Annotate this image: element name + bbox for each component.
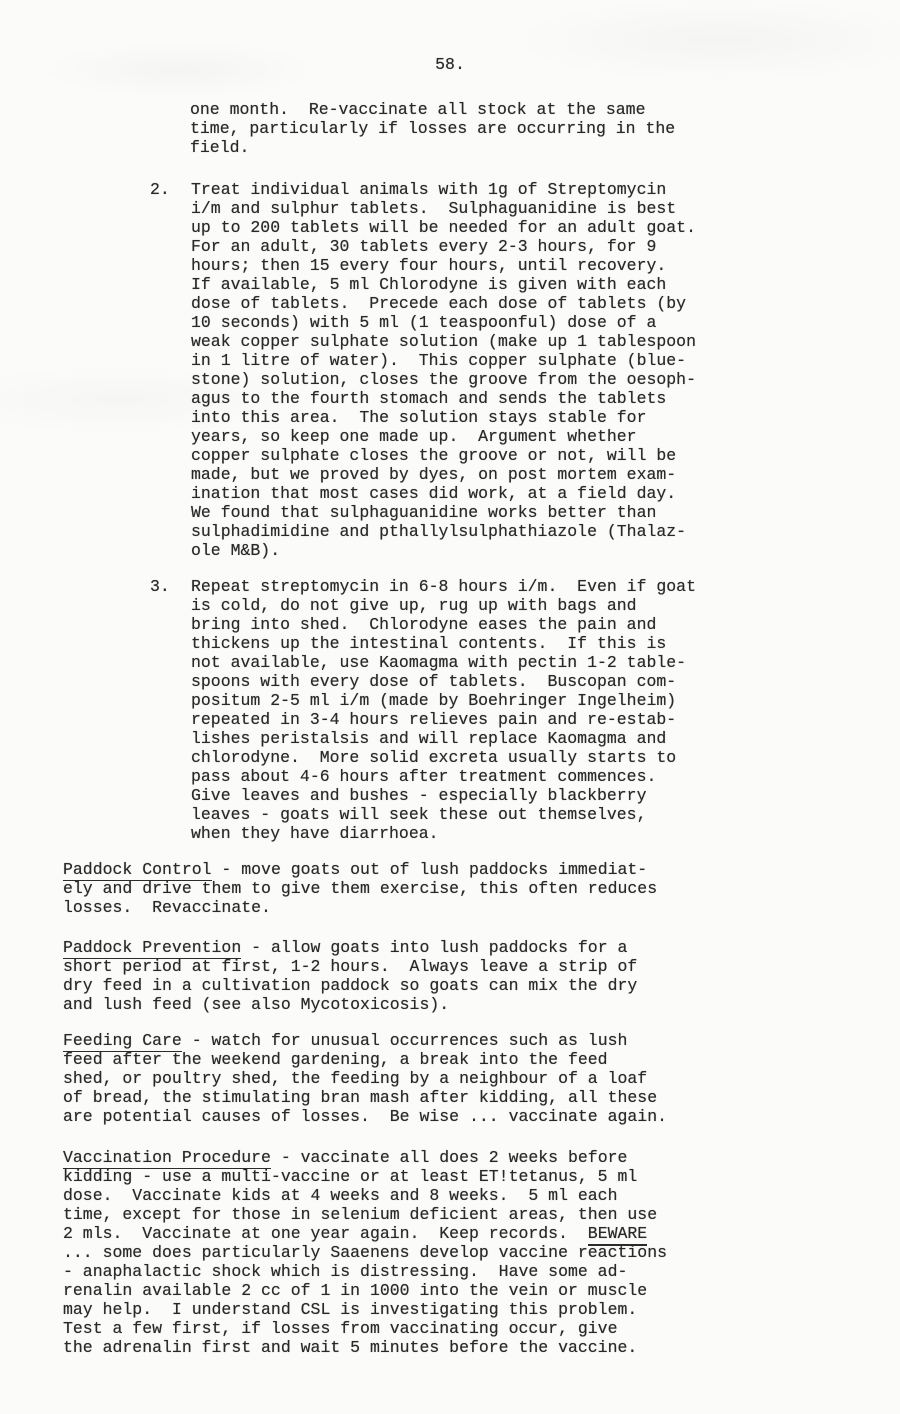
- section-feeding-care-heading: Feeding Care: [63, 1031, 182, 1050]
- section-paddock-prevention-body: - allow goats into lush paddocks for a short period at first, 1-2 hours. Always leave a strip of dry feed in a cultivation paddock so goats can mix the dry and lush feed (see also Mycotoxicosis).: [63, 938, 638, 1014]
- section-vaccination-procedure-body-1: - vaccinate all does 2 weeks before kidding - use a multi-vaccine or at least ET!tetanus, 5 ml dose. Vaccinate kids at 4 weeks and 8 weeks. 5 ml each time, except for those in selenium deficient areas, then use 2 mls. Vaccinate at one year again. Keep records.: [63, 1148, 658, 1243]
- section-feeding-care: [63, 1031, 860, 1126]
- section-paddock-control-body: - move goats out of lush paddocks immediat- ely and drive them to give them exercise, this often reduces losses. Revaccinate.: [63, 860, 658, 917]
- list-item-2: [150, 180, 860, 560]
- section-paddock-prevention-heading: Paddock Prevention: [63, 938, 242, 957]
- section-vaccination-procedure-heading: Vaccination Procedure: [63, 1148, 271, 1167]
- section-vaccination-procedure-body-2: ... some does particularly Saaenens develop vaccine reactions - anaphalactic shock which is distressing. Have some ad- renalin available 2 cc of 1 in 1000 into the vein or muscle may help. I understand CSL is investigating this problem. Test a few first, if losses from vaccinating occur, give the adrenalin first and wait 5 minutes before the vaccine.: [63, 1243, 667, 1357]
- section-paddock-control-heading: Paddock Control: [63, 860, 212, 879]
- section-paddock-control: [63, 860, 860, 917]
- list-item-3-text: Repeat streptomycin in 6-8 hours i/m. Even if goat is cold, do not give up, rug up with bags and bring into shed. Chlorodyne eases the pain and thickens up the intestinal contents. If this is not available, use Kaomagma with pectin 1-2 table- spoons with every dose of tablets. Buscopan com- positum 2-5 ml i/m (made by Boehringer Ingelheim) repeated in 3-4 hours relieves pain and re-estab- lishes peristalsis and will replace Kaomagma and chlorodyne. More solid excreta usually starts to pass about 4-6 hours after treatment commences. Give leaves and bushes - especially blackberry leaves - goats will seek these out themselves, when they have diarrhoea.: [191, 577, 696, 843]
- page-number: 58.: [435, 55, 465, 74]
- beware-emphasis: BEWARE: [588, 1224, 647, 1246]
- list-item-2-number: 2.: [150, 180, 170, 199]
- list-item-3: [150, 577, 860, 843]
- paragraph-continuation: one month. Re-vaccinate all stock at the same time, particularly if losses are occurring in the field.: [190, 100, 676, 157]
- section-feeding-care-body: - watch for unusual occurrences such as lush feed after the weekend gardening, a break into the feed shed, or poultry shed, the feeding by a neighbour of a loaf of bread, the stimulating bran mash after kidding, all these are potential causes of losses. Be wise ... vaccinate again.: [63, 1031, 667, 1126]
- list-item-2-text: Treat individual animals with 1g of Streptomycin i/m and sulphur tablets. Sulphaguanidine is best up to 200 tablets will be needed for an adult goat. For an adult, 30 tablets every 2-3 hours, for 9 hours; then 15 every four hours, until recovery. If available, 5 ml Chlorodyne is given with each dose of tablets. Precede each dose of tablets (by 10 seconds) with 5 ml (1 teaspoonful) dose of a weak copper sulphate solution (make up 1 tablespoon in 1 litre of water). This copper sulphate (blue- stone) solution, closes the groove from the oesoph- agus to the fourth stomach and sends the tablets into this area. The solution stays stable for years, so keep one made up. Argument whether copper sulphate closes the groove or not, will be made, but we proved by dyes, on post mortem exam- ination that most cases did work, at a field day. We found that sulphaguanidine works better than sulphadimidine and pthallylsulphathiazole (Thalaz- ole M&B).: [191, 180, 696, 560]
- section-vaccination-procedure: [63, 1148, 860, 1357]
- section-paddock-prevention: [63, 938, 860, 1014]
- list-item-3-number: 3.: [150, 577, 170, 596]
